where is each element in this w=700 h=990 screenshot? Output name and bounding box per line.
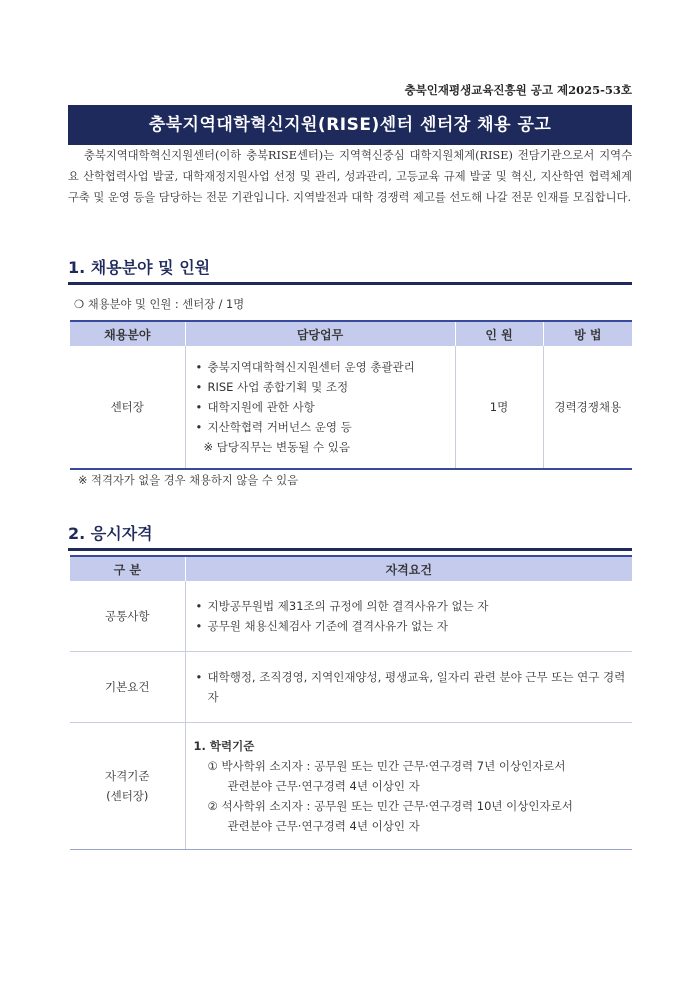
- qualification-label-main: 자격기준: [105, 769, 150, 783]
- recruitment-table: [70, 320, 632, 470]
- item-mark: ②: [207, 799, 218, 813]
- duties-cell: [185, 346, 455, 469]
- item-text: 석사학위 소지자 : 공무원 또는 민간 근무·연구경력 10년 이상인자로서: [221, 799, 573, 813]
- column-header: 방 법: [543, 321, 632, 346]
- count-cell: 1명: [455, 346, 543, 469]
- basic-requirements: [185, 652, 632, 723]
- duty-item: • 충북지역대학혁신지원센터 운영 총괄관리: [194, 357, 449, 377]
- column-header: 담당업무: [185, 321, 455, 346]
- common-requirements: [185, 581, 632, 652]
- item-text: 박사학위 소지자 : 공무원 또는 민간 근무·연구경력 7년 이상인자로서: [221, 759, 566, 773]
- duty-item: • 지산학협력 거버넌스 운영 등: [194, 417, 449, 437]
- item-continuation: 관련분야 근무·연구경력 4년 이상인 자: [227, 819, 420, 833]
- requirement-item: • 지방공무원법 제31조의 규정에 의한 결격사유가 없는 자: [194, 596, 627, 616]
- method-cell: 경력경쟁채용: [543, 346, 632, 469]
- requirement-item: • 대학행정, 조직경영, 지역인재양성, 평생교육, 일자리 관련 분야 근무 또는 연구 경력자: [194, 667, 627, 707]
- education-heading: 1. 학력기준: [193, 739, 255, 753]
- recruitment-summary: ❍ 채용분야 및 인원 : 센터장 / 1명: [74, 298, 245, 311]
- column-header: 구 분: [70, 556, 185, 581]
- item-continuation: 관련분야 근무·연구경력 4년 이상인 자: [227, 779, 420, 793]
- basic-label: 기본요건: [70, 652, 185, 723]
- qualification-requirements: [185, 723, 632, 850]
- common-label: 공통사항: [70, 581, 185, 652]
- column-header: 자격요건: [185, 556, 632, 581]
- table-row: [70, 346, 632, 469]
- notice-number: 충북인재평생교육진흥원 공고 제2025-53호: [404, 83, 632, 97]
- education-item: [194, 756, 627, 796]
- qualification-label-sub: (센터장): [106, 789, 149, 803]
- recruitment-footnote: ※ 적격자가 없을 경우 채용하지 않을 수 있음: [78, 474, 299, 487]
- page-title: 충북지역대학혁신지원(RISE)센터 센터장 채용 공고: [68, 105, 632, 145]
- qualification-table: [70, 555, 632, 850]
- section-heading-recruitment: 1. 채용분야 및 인원: [68, 255, 632, 285]
- table-header-row: [70, 321, 632, 346]
- requirement-item: • 공무원 채용신체검사 기준에 결격사유가 없는 자: [194, 616, 627, 636]
- duty-note: ※ 담당직무는 변동될 수 있음: [203, 440, 350, 454]
- column-header: 인 원: [455, 321, 543, 346]
- section-heading-qualification: 2. 응시자격: [68, 521, 632, 551]
- education-item: [194, 796, 627, 836]
- qualification-label: [70, 723, 185, 850]
- duty-item: • RISE 사업 종합기획 및 조정: [194, 377, 449, 397]
- field-cell: 센터장: [70, 346, 185, 469]
- column-header: 채용분야: [70, 321, 185, 346]
- duty-item: • 대학지원에 관한 사항: [194, 397, 449, 417]
- table-header-row: [70, 556, 632, 581]
- table-row: [70, 652, 632, 723]
- table-row: [70, 581, 632, 652]
- item-mark: ①: [207, 759, 218, 773]
- intro-paragraph: 충북지역대학혁신지원센터(이하 충북RISE센터)는 지역혁신중심 대학지원체계(RISE) 전담기관으로서 지역수요 산학협력사업 발굴, 대학재정지원사업 선정 및 관리, 성과관리, 고등교육 규제 발굴 및 혁신, 지산학연 협력체계 구축 및 운영 등을 담당하는 전문 기관입니다. 지역발전과 대학 경쟁력 제고를 선도해 나갈 전문 인재를 모집합니다.: [68, 149, 632, 204]
- table-row: [70, 723, 632, 850]
